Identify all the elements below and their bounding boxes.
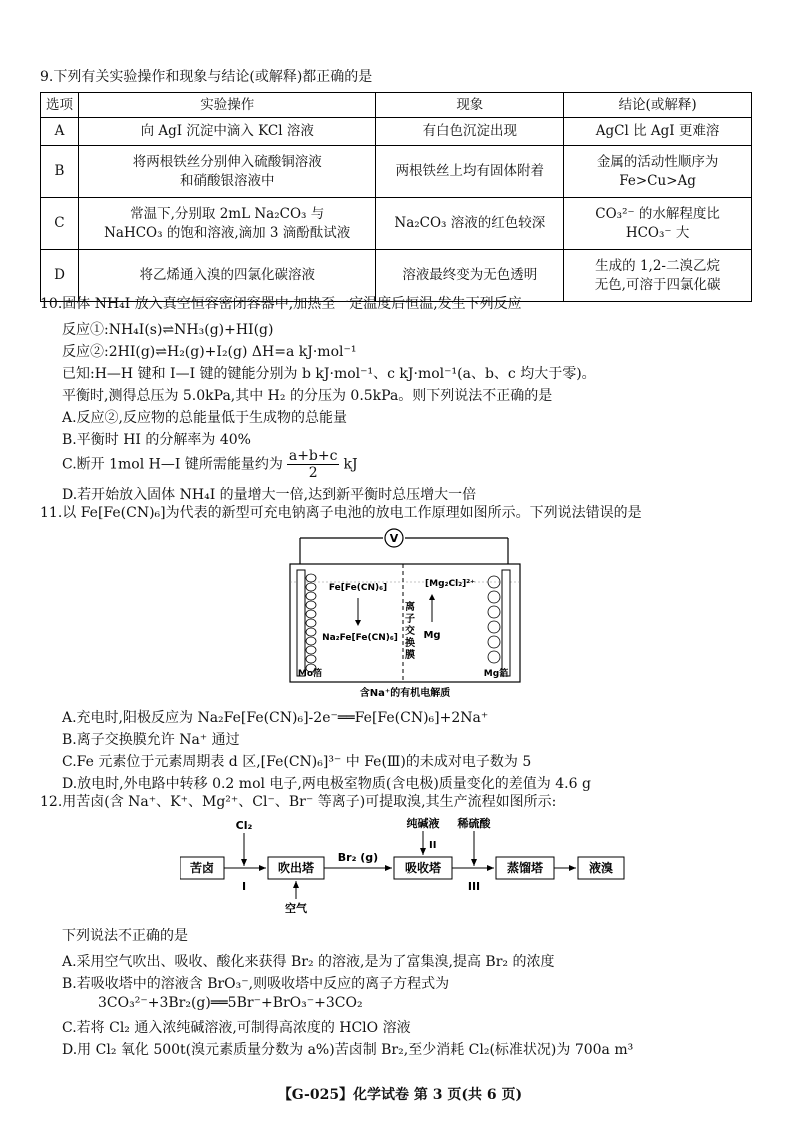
row-phenomenon: 两根铁丝上均有固体附着 — [376, 146, 564, 198]
fraction — [287, 448, 340, 481]
cl2-label: Cl₂ — [235, 819, 253, 832]
operation-line: 和硝酸银溶液中 — [179, 172, 275, 189]
left-electrode-label: Mo箔 — [297, 669, 323, 679]
conclusion-line: AgCl 比 AgI 更难溶 — [595, 123, 720, 140]
left-bottom-label: Na₂Fe[Fe(CN)₆] — [322, 633, 398, 643]
bromine-flow-diagram — [180, 815, 640, 915]
box-label: 蒸馏塔 — [506, 861, 544, 875]
q10-reaction-1: 反应①:NH₄I(s)⇌NH₃(g)+HI(g) — [62, 322, 274, 338]
row-operation — [78, 250, 376, 302]
page-footer: 【G-025】化学试卷 第 3 页(共 6 页) — [277, 1087, 523, 1103]
right-bottom-label: Mg — [423, 630, 441, 641]
step-label: III — [467, 880, 481, 893]
fraction-numerator: a+b+c — [288, 448, 338, 464]
row-operation — [78, 198, 376, 250]
membrane-label: 换 — [405, 638, 415, 649]
operation-line: NaHCO₃ 的饱和溶液,滴加 3 滴酚酞试液 — [104, 224, 351, 241]
q10-option-d: D.若开始放入固体 NH₄I 的量增大一倍,达到新平衡时总压增大一倍 — [62, 487, 477, 503]
q12-stem: 12.用苦卤(含 Na⁺、K⁺、Mg²⁺、Cl⁻、Br⁻ 等离子)可提取溴,其生产流程如图所示: — [40, 794, 557, 810]
operation-line: 向 AgI 沉淀中滴入 KCl 溶液 — [140, 123, 314, 140]
membrane-label: 子 — [405, 614, 415, 625]
table-row — [41, 198, 752, 250]
left-top-label: Fe[Fe(CN)₆] — [328, 583, 388, 593]
row-phenomenon: 有白色沉淀出现 — [376, 118, 564, 146]
header-phenomenon: 现象 — [376, 93, 564, 118]
step-label: I — [241, 880, 247, 893]
battery-diagram — [280, 522, 530, 702]
table-row — [41, 118, 752, 146]
table-header-row — [41, 93, 752, 118]
table-row — [41, 250, 752, 302]
q11-option-b: B.离子交换膜允许 Na⁺ 通过 — [62, 732, 240, 748]
br2-label: Br₂ (g) — [337, 851, 379, 864]
conclusion-line: 生成的 1,2-二溴乙烷 — [595, 258, 720, 275]
conclusion-line: Fe>Cu>Ag — [619, 172, 696, 189]
operation-line: 常温下,分别取 2mL Na₂CO₃ 与 — [130, 206, 325, 223]
soda-label: 纯碱液 — [406, 817, 440, 830]
row-conclusion — [564, 198, 752, 250]
mo-foil — [297, 570, 305, 676]
table-row — [41, 146, 752, 198]
air-label: 空气 — [285, 902, 307, 915]
box-label: 吸收塔 — [404, 861, 442, 875]
voltmeter-label: V — [389, 532, 399, 545]
q11-option-a: A.充电时,阳极反应为 Na₂Fe[Fe(CN)₆]-2e⁻══Fe[Fe(CN)₆]+2Na⁺ — [62, 710, 489, 726]
option-c-text: C.断开 1mol H—I 键所需能量约为 — [62, 456, 283, 473]
right-electrode-label: Mg箔 — [483, 669, 509, 679]
q10-equilibrium: 平衡时,测得总压为 5.0kPa,其中 H₂ 的分压为 0.5kPa。则下列说法不正确的是 — [62, 388, 553, 404]
row-option: A — [41, 118, 79, 146]
q10-option-a: A.反应②,反应物的总能量低于生成物的总能量 — [62, 410, 348, 426]
row-conclusion — [564, 146, 752, 198]
q12-option-b-equation: 3CO₃²⁻+3Br₂(g)══5Br⁻+BrO₃⁻+3CO₂ — [98, 995, 363, 1011]
row-operation — [78, 118, 376, 146]
header-operation: 实验操作 — [78, 93, 376, 118]
row-conclusion — [564, 118, 752, 146]
membrane-label: 离 — [405, 602, 415, 613]
step-label: II — [429, 840, 437, 851]
header-option: 选项 — [41, 93, 79, 118]
row-option: D — [41, 250, 79, 302]
row-operation — [78, 146, 376, 198]
fraction-denominator: 2 — [308, 465, 318, 481]
mg-foil — [502, 570, 510, 676]
q10-reaction-2: 反应②:2HI(g)⇌H₂(g)+I₂(g) ΔH=a kJ·mol⁻¹ — [62, 344, 357, 360]
option-c-unit: kJ — [343, 456, 358, 473]
q10-option-c — [62, 448, 358, 481]
box-label: 液溴 — [588, 861, 614, 875]
q12-option-c: C.若将 Cl₂ 通入浓纯碱溶液,可制得高浓度的 HClO 溶液 — [62, 1020, 411, 1036]
acid-label: 稀硫酸 — [457, 817, 491, 830]
conclusion-line: 无色,可溶于四氯化碳 — [594, 276, 721, 293]
operation-line: 将乙烯通入溴的四氯化碳溶液 — [139, 267, 315, 284]
box-label: 苦卤 — [189, 861, 215, 875]
q9-table — [40, 92, 752, 302]
q12-intro: 下列说法不正确的是 — [62, 928, 188, 944]
membrane-label: 交 — [405, 626, 415, 637]
q10-option-b: B.平衡时 HI 的分解率为 40% — [62, 432, 251, 448]
q9-stem: 9.下列有关实验操作和现象与结论(或解释)都正确的是 — [40, 69, 373, 85]
q10-known: 已知:H—H 键和 I—I 键的键能分别为 b kJ·mol⁻¹、c kJ·mol⁻¹(a、b、c 均大于零)。 — [62, 366, 596, 382]
row-phenomenon: 溶液最终变为无色透明 — [376, 250, 564, 302]
header-conclusion: 结论(或解释) — [564, 93, 752, 118]
q12-option-a: A.采用空气吹出、吸收、酸化来获得 Br₂ 的溶液,是为了富集溴,提高 Br₂ 的浓度 — [62, 954, 555, 970]
row-phenomenon: Na₂CO₃ 溶液的红色较深 — [376, 198, 564, 250]
q11-stem: 11.以 Fe[Fe(CN)₆]为代表的新型可充电钠离子电池的放电工作原理如图所示。下列说法错误的是 — [40, 505, 642, 521]
q10-stem: 10.固体 NH₄I 放入真空恒容密闭容器中,加热至一定温度后恒温,发生下列反应 — [40, 296, 522, 312]
right-top-label: [Mg₂Cl₂]²⁺ — [425, 579, 475, 589]
operation-line: 将两根铁丝分别伸入硫酸铜溶液 — [132, 154, 322, 171]
q11-option-d: D.放电时,外电路中转移 0.2 mol 电子,两电极室物质(含电极)质量变化的差值为 4.6 g — [62, 776, 591, 792]
conclusion-line: CO₃²⁻ 的水解程度比 — [595, 206, 720, 223]
conclusion-line: HCO₃⁻ 大 — [625, 224, 690, 241]
q12-option-b: B.若吸收塔中的溶液含 BrO₃⁻,则吸收塔中反应的离子方程式为 — [62, 976, 450, 992]
conclusion-line: 金属的活动性顺序为 — [596, 154, 719, 171]
box-label: 吹出塔 — [277, 861, 315, 875]
electrolyte-caption: 含Na⁺的有机电解质 — [359, 688, 451, 699]
row-option: B — [41, 146, 79, 198]
q11-option-c: C.Fe 元素位于元素周期表 d 区,[Fe(CN)₆]³⁻ 中 Fe(Ⅲ)的未成对电子数为 5 — [62, 754, 532, 770]
membrane-label: 膜 — [405, 650, 415, 661]
q12-option-d: D.用 Cl₂ 氧化 500t(溴元素质量分数为 a%)苦卤制 Br₂,至少消耗 Cl₂(标准状况)为 700a m³ — [62, 1042, 634, 1058]
row-conclusion — [564, 250, 752, 302]
row-option: C — [41, 198, 79, 250]
